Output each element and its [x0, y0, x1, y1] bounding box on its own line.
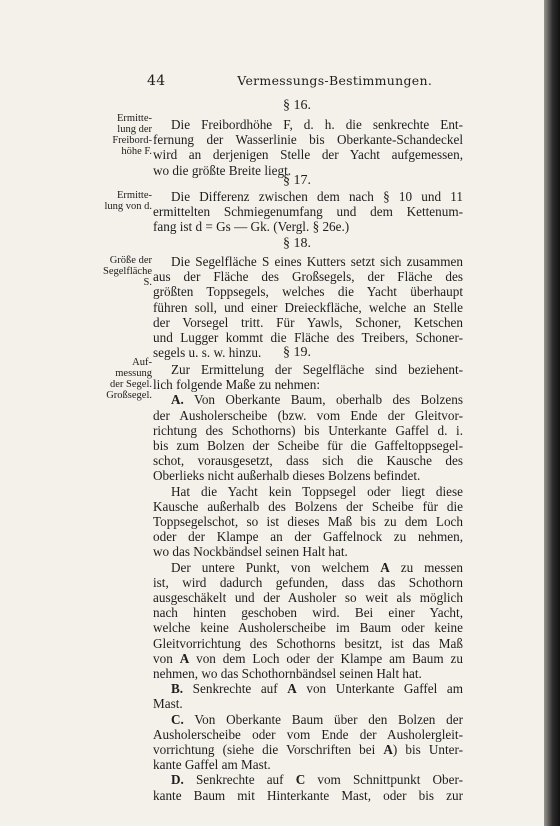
text-line: Gleitvorrichtung des Schothorns besitzt, ist das Maß: [153, 635, 463, 651]
text-line: oder der Klampe an der Gaffelnock zu nehmen,: [153, 529, 463, 545]
text-fragment: Senkrechte auf: [183, 681, 288, 697]
text-line: ermittelten Schmiegenumfang und dem Kettenum-: [153, 204, 463, 220]
text-line: aus der Fläche des Großsegels, der Fläche des: [153, 269, 463, 285]
text-fragment: von Unterkante Gaffel am: [296, 681, 463, 697]
margin-note-grosssegel: Großsegel.: [106, 390, 152, 401]
text-line: bis zum Bolzen der Scheibe für die Gaffeltoppsegel-: [153, 438, 463, 454]
section-18-heading: § 18.: [283, 236, 311, 251]
letter-a-ref: A: [383, 742, 393, 758]
text-line: nach hinten geschoben wird. Bei einer Yacht,: [153, 605, 463, 621]
text-line: Die Segelfläche S eines Kutters setzt sich zusammen: [171, 254, 463, 269]
text-line: größten Toppsegels, welches die Yacht überhaupt: [153, 284, 463, 300]
text-fragment: Der untere Punkt, von welchem: [171, 559, 381, 575]
text-fragment: ) bis Unter-: [392, 742, 463, 758]
text-fragment: vom Schnittpunkt Ober-: [305, 772, 463, 788]
text-line: wird an derjenigen Stelle der Yacht aufgemessen,: [153, 147, 463, 163]
text-line: Zur Ermittelung der Segelfläche sind beziehent-: [171, 362, 463, 377]
item-letter-b: B.: [171, 681, 184, 697]
text-line: wo die größte Breite liegt.: [153, 162, 292, 178]
text-fragment: von: [153, 650, 180, 666]
text-line: wo das Nockbändsel seinen Halt hat.: [153, 544, 348, 560]
text-line: Oberlieks nicht außerhalb dieses Bolzens befindet.: [153, 468, 421, 484]
text-line: und Lugger kommt die Fläche des Treibers, Schoner-: [153, 330, 463, 346]
text-line: richtung des Schothorns) bis Unterkante Gaffel d. i.: [153, 422, 463, 438]
text-line: kante Baum mit Hinterkante Mast, oder bis zur: [153, 787, 463, 803]
text-fragment: Von Oberkante Baum, oberhalb des Bolzens: [183, 392, 463, 408]
text-line: [153, 392, 463, 407]
text-fragment: von dem Loch oder der Klampe am Baum zu: [189, 650, 463, 666]
letter-a-ref: A: [380, 559, 390, 575]
letter-a-ref: A: [179, 650, 190, 666]
text-line: nehmen, wo das Schothornbändsel seinen Halt hat.: [153, 666, 422, 682]
text-fragment: zu messen: [389, 559, 463, 575]
text-line: segels u. s. w. hinzu.: [153, 345, 262, 361]
text-line: [153, 742, 463, 757]
section-16-heading: § 16.: [283, 98, 311, 113]
text-line: ausgeschäkelt und der Ausholer so weit als möglich: [153, 590, 463, 606]
item-letter-d: D.: [171, 772, 184, 788]
text-line: Ausholerscheibe oder vom Ende der Ausholergleit-: [153, 726, 463, 742]
text-fragment: Senkrechte auf: [183, 772, 296, 788]
letter-c-ref: C: [295, 772, 306, 788]
margin-note-freibord: Ermitte- lung der Freibord- höhe F.: [112, 113, 152, 157]
text-line: fang ist d = Gs — Gk. (Vergl. § 26e.): [153, 219, 350, 235]
margin-note-aufmessung: Auf- messung der Segel.: [110, 357, 152, 390]
text-line: der Ausholerscheibe (bzw. vom Ende der Gleitvor-: [153, 407, 463, 423]
text-line: schot, vorausgesetzt, dass sich die Kausche des: [153, 453, 463, 469]
margin-note-d: Ermitte- lung von d.: [104, 190, 152, 212]
item-letter-c: C.: [171, 711, 184, 727]
text-line: Die Freibordhöhe F, d. h. die senkrechte Ent-: [171, 117, 463, 132]
running-title: Vermessungs-Bestimmungen.: [237, 73, 433, 88]
section-19-text: [153, 362, 463, 803]
text-line: Kausche außerhalb des Bolzens der Scheibe für die: [153, 498, 463, 514]
text-line: Die Differenz zwischen dem nach § 10 und 11: [171, 189, 463, 204]
page-number: 44: [147, 73, 166, 89]
text-line: [153, 772, 463, 787]
letter-a-ref: A: [287, 681, 297, 697]
text-line: Mast.: [153, 696, 183, 712]
text-line: fernung der Wasserlinie bis Oberkante-Schandeckel: [153, 132, 463, 148]
text-line: der Vorsegel tritt. Für Yawls, Schoner, Ketschen: [153, 314, 463, 330]
book-spine-shadow: [544, 0, 560, 826]
text-line: kante Gaffel am Mast.: [153, 757, 271, 773]
text-line: führen soll, und einer Dreieckfläche, welche an Stelle: [153, 299, 463, 315]
text-line: welche keine Ausholerscheibe im Baum oder keine: [153, 620, 463, 636]
section-17-heading: § 17.: [283, 173, 311, 188]
text-line: ist, wird dadurch gefunden, dass das Schothorn: [153, 574, 463, 590]
text-line: [153, 560, 463, 575]
text-line: Hat die Yacht kein Toppsegel oder liegt diese: [171, 483, 463, 499]
section-19-heading: § 19.: [283, 345, 311, 360]
text-fragment: Von Oberkante Baum über den Bolzen der: [183, 711, 463, 727]
text-line: lich folgende Maße zu nehmen:: [153, 377, 320, 393]
margin-note-segelflaeche: Größe der Segelfläche S.: [103, 255, 152, 288]
section-16-text: [153, 117, 463, 178]
item-letter-a: A.: [171, 392, 184, 408]
section-17-text: [153, 189, 463, 235]
text-line: Toppsegelschot, so ist dieses Maß bis zu dem Loch: [153, 514, 463, 530]
text-line: [153, 651, 463, 666]
text-line: [153, 681, 463, 696]
running-header: [147, 73, 432, 89]
text-line: [153, 712, 463, 727]
text-fragment: vorrichtung (siehe die Vorschriften bei: [153, 742, 384, 758]
